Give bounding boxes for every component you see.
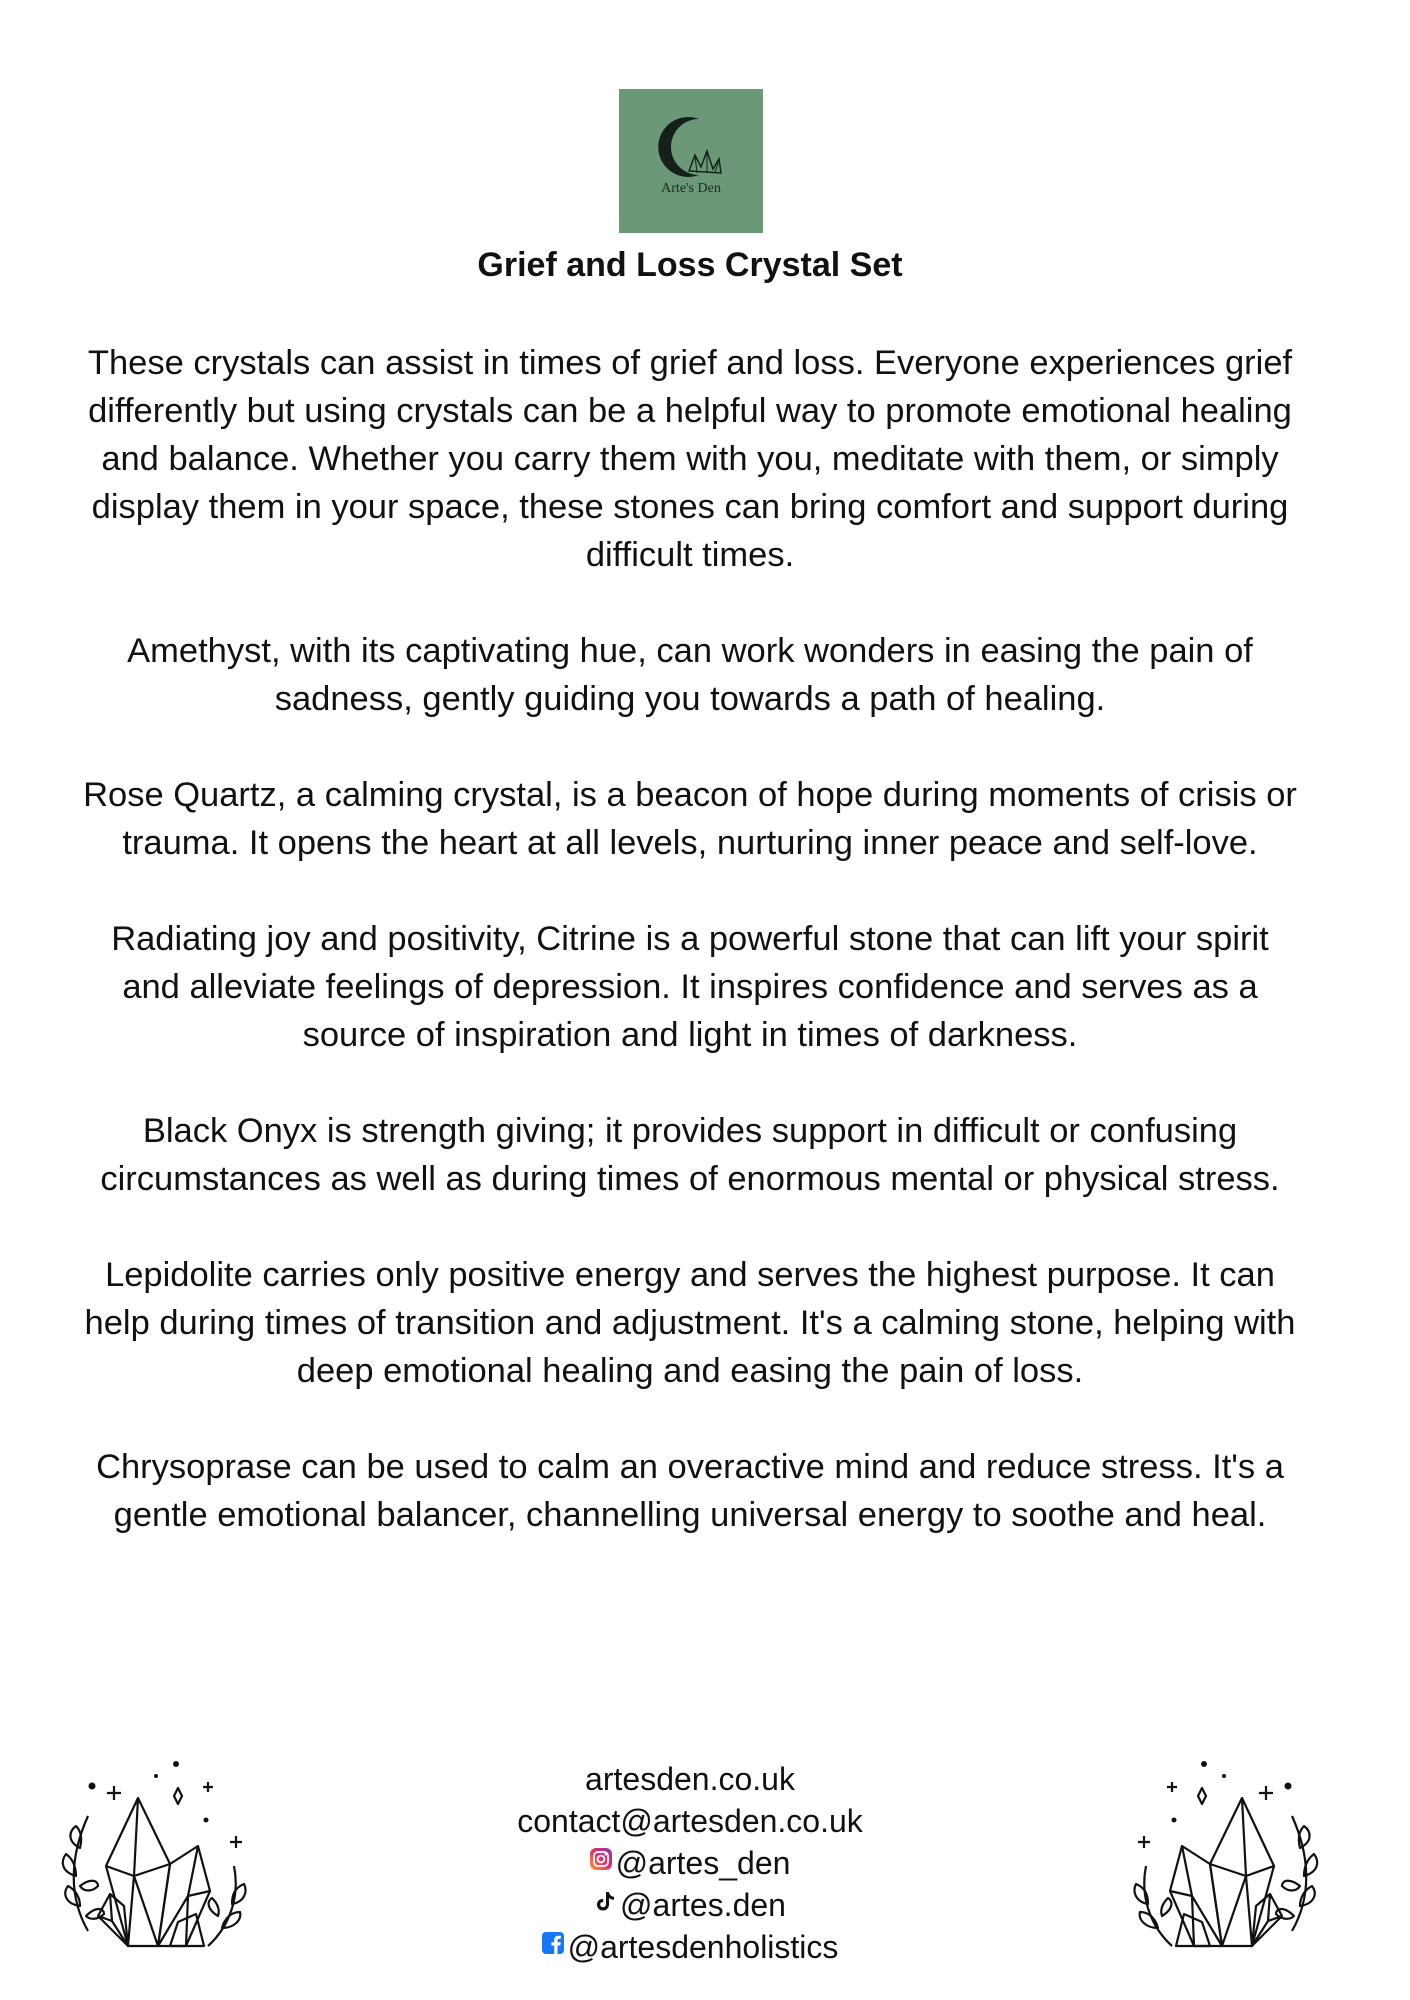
- crystal-cluster-icon: [1132, 1756, 1322, 1966]
- brand-logo: [619, 89, 763, 233]
- tiktok-handle: @artes.den: [620, 1887, 786, 1923]
- crescent-moon-icon: [619, 89, 763, 233]
- instagram-handle: @artes_den: [615, 1845, 791, 1881]
- tiktok-row[interactable]: [390, 1884, 990, 1926]
- citrine-paragraph: Radiating joy and positivity, Citrine is a powerful stone that can lift your spirit and alleviate feelings of depression. It inspires confidence and serves as a source of inspiration and light in times of darkness.: [111, 920, 1269, 1054]
- chrysoprase-paragraph: Chrysoprase can be used to calm an overactive mind and reduce stress. It's a gentle emotional balancer, channelling universal energy to soothe and heal.: [96, 1448, 1284, 1534]
- instagram-row[interactable]: [390, 1842, 990, 1884]
- black-onyx-paragraph: Black Onyx is strength giving; it provides support in difficult or confusing circumstances as well as during times of enormous mental or physical stress.: [100, 1112, 1280, 1198]
- instagram-icon: [590, 1848, 612, 1870]
- facebook-row[interactable]: [390, 1926, 990, 1968]
- amethyst-paragraph: Amethyst, with its captivating hue, can work wonders in easing the pain of sadness, gently guiding you towards a path of healing.: [127, 632, 1253, 718]
- facebook-icon: [542, 1932, 564, 1954]
- tiktok-icon: [594, 1890, 616, 1912]
- website-link[interactable]: artesden.co.uk: [585, 1761, 795, 1797]
- email-link[interactable]: contact@artesden.co.uk: [517, 1803, 863, 1839]
- contact-block: [390, 1758, 990, 1968]
- lepidolite-paragraph: Lepidolite carries only positive energy and serves the highest purpose. It can help during times of transition and adjustment. It's a calming stone, helping with deep emotional healing and easing the pain of loss.: [84, 1256, 1296, 1390]
- rose-quartz-paragraph: Rose Quartz, a calming crystal, is a beacon of hope during moments of crisis or trauma. It opens the heart at all levels, nurturing inner peace and self-love.: [83, 776, 1297, 862]
- page-title: Grief and Loss Crystal Set: [477, 246, 903, 284]
- description: [80, 339, 1300, 1587]
- logo-text: Arte's Den: [661, 181, 721, 196]
- crystal-cluster-icon: [58, 1756, 248, 1966]
- facebook-handle: @artesdenholistics: [567, 1929, 839, 1965]
- intro-paragraph: These crystals can assist in times of grief and loss. Everyone experiences grief differently but using crystals can be a helpful way to promote emotional healing and balance. Whether you carry them with you, meditate with them, or simply display them in your space, these stones can bring comfort and support during difficult times.: [87, 344, 1293, 574]
